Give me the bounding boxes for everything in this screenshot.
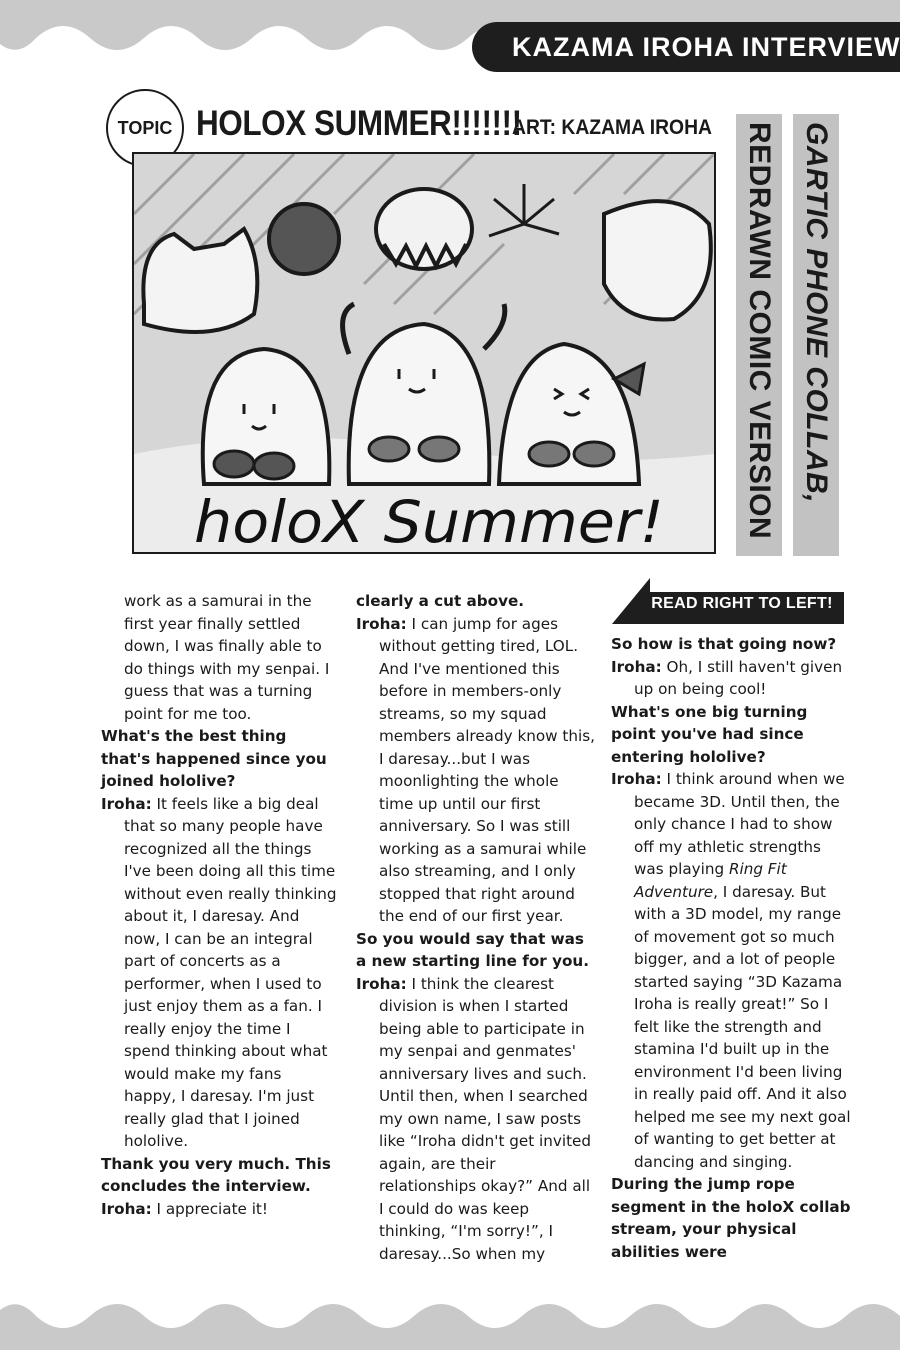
- answer: [611, 656, 853, 701]
- speaker-label: Iroha:: [101, 794, 152, 813]
- speaker-label: Iroha:: [611, 770, 662, 788]
- question: During the jump rope segment in the holoX collab stream, your physical abilities were: [611, 1175, 851, 1261]
- question: So how is that going now?: [611, 635, 837, 653]
- read-direction-banner: [612, 578, 844, 626]
- interview-header-tab: KAZAMA IROHA INTERVIEW: [472, 22, 900, 72]
- text-column-left: [101, 590, 337, 1220]
- answer: [356, 613, 596, 928]
- answer: [101, 793, 337, 1153]
- answer-text: I appreciate it!: [156, 1199, 268, 1218]
- answer-text: I think the clearest division is when I started being able to participate in my senpai and genmates' anniversary lives and such. Until then, when I searched my own name, I saw posts like “Iroha didn't get invited again, are their relationships okay?” And all I could do was keep thinking, “I'm sorry!”, I daresay...So when my: [379, 974, 592, 1263]
- speaker-label: Iroha:: [356, 614, 407, 633]
- side-label-strip-collab: [793, 114, 839, 556]
- answer-text: I can jump for ages without getting tired, LOL. And I've mentioned this before in members-only streams, so my squad members already know this, I daresay...but I was moonlighting the whole time up until our first anniversary. So I was still working as a samurai while also streaming, and I only stopped that right around the end of our first year.: [379, 614, 595, 925]
- speaker-label: Iroha:: [101, 1199, 152, 1218]
- answer-text: , I daresay. But with a 3D model, my range of movement got so much bigger, and a lot of people started saying “3D Kazama Iroha is really great!” So I felt like the strength and stamina I'd built up in the environment I'd been living in really paid off. And it also helped me see my next goal of wanting to get better at dancing and singing.: [634, 882, 851, 1171]
- answer-continuation: work as a samurai in the first year finally settled down, I was finally able to do things with my senpai. I guess that was a turning point for me too.: [124, 592, 330, 723]
- text-column-middle: [356, 590, 596, 1265]
- speaker-label: Iroha:: [356, 974, 407, 993]
- fan-art-illustration: [132, 152, 716, 554]
- answer: [101, 1198, 337, 1221]
- art-credit: ART: KAZAMA IROHA: [512, 116, 712, 139]
- artwork-caption: holoX Summer!: [194, 488, 664, 552]
- topic-badge: TOPIC: [106, 89, 184, 167]
- answer-text: I think around when we became 3D. Until then, the only chance I had to show off my athletic strengths was playing: [634, 770, 845, 878]
- answer: [356, 973, 596, 1266]
- side-label-collab: GARTIC PHONE COLLAB,: [800, 122, 833, 504]
- speaker-label: Iroha:: [611, 657, 662, 676]
- question: So you would say that was a new starting line for you.: [356, 929, 589, 970]
- game-title: Ring Fit Adventure: [634, 860, 787, 901]
- answer: [611, 768, 853, 1173]
- side-label-redrawn: REDRAWN COMIC VERSION: [743, 122, 776, 540]
- read-direction-label: READ RIGHT TO LEFT!: [651, 595, 833, 612]
- question: Thank you very much. This concludes the interview.: [101, 1154, 331, 1195]
- question: What's the best thing that's happened since you joined hololive?: [101, 727, 327, 790]
- side-label-strip-redrawn: [736, 114, 782, 556]
- question-continuation: clearly a cut above.: [356, 592, 525, 610]
- topic-title: HOLOX SUMMER!!!!!!!: [196, 104, 522, 143]
- answer-text: It feels like a big deal that so many people have recognized all the things I've been doing all this time without even really thinking about it, I daresay. And now, I can be an integral part of concerts as a performer, when I used to just enjoy them as a fan. I really enjoy the time I spend thinking about what would make my fans happy, I daresay. I'm just really glad that I joined hololive.: [124, 794, 337, 1150]
- answer-text: Oh, I still haven't given up on being cool!: [634, 657, 843, 698]
- text-column-right: [611, 633, 853, 1263]
- question: What's one big turning point you've had since entering hololive?: [611, 702, 808, 766]
- bottom-scallop-border: [0, 1290, 900, 1350]
